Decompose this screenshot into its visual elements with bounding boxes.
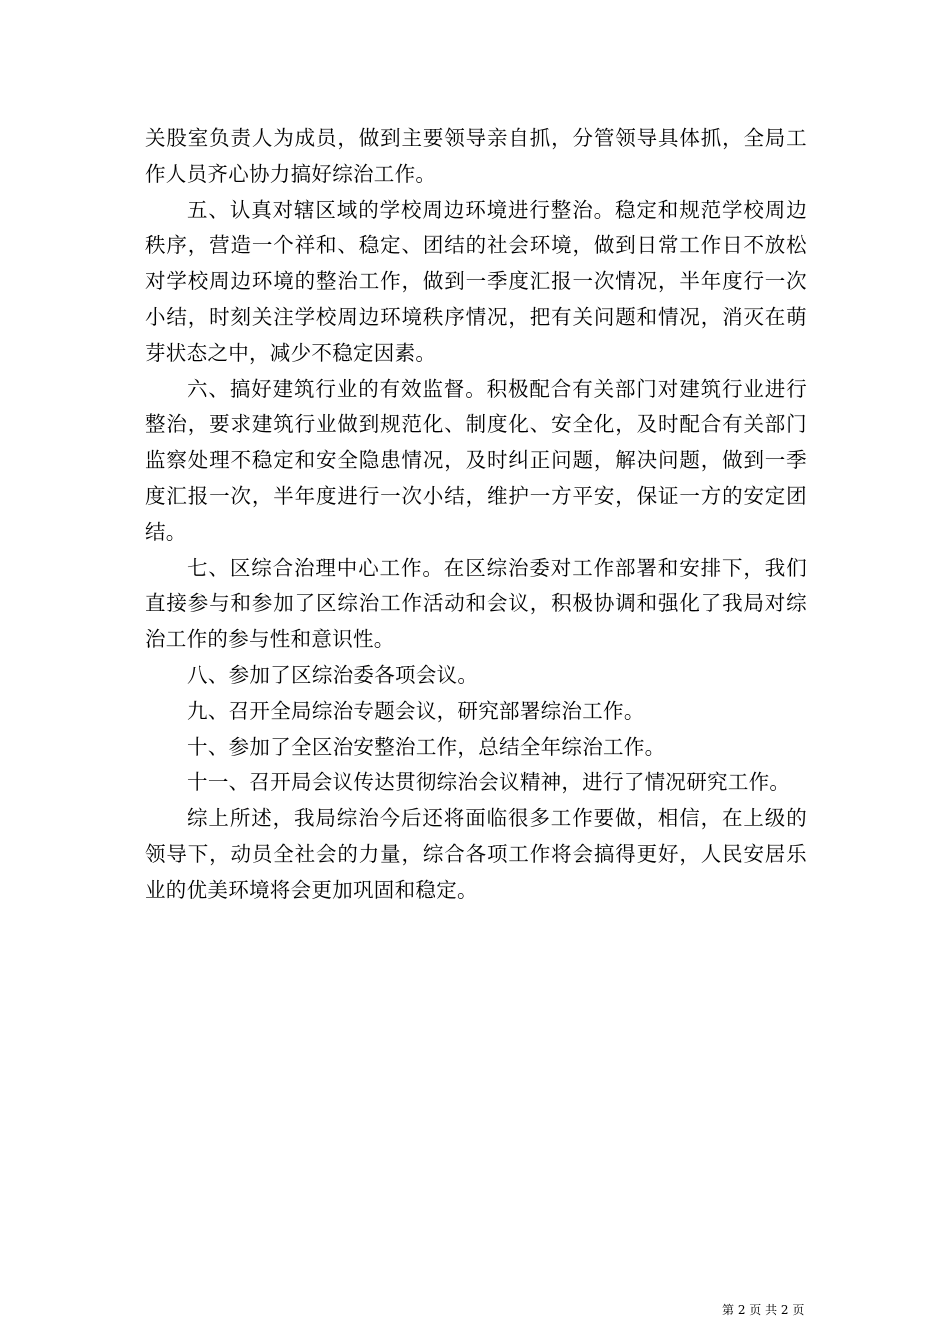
paragraph-item-6: 六、搞好建筑行业的有效监督。积极配合有关部门对建筑行业进行整治，要求建筑行业做到规范化、制度化、安全化，及时配合有关部门监察处理不稳定和安全隐患情况，及时纠正问题，解决问题，做到一季度汇报一次，半年度进行一次小结，维护一方平安，保证一方的安定团结。: [145, 376, 807, 544]
paragraph-item-11: 十一、召开局会议传达贯彻综治会议精神，进行了情况研究工作。: [187, 770, 791, 795]
paragraph-item-8: 八、参加了区综治委各项会议。: [187, 662, 479, 687]
paragraph-summary: 综上所述，我局综治今后还将面临很多工作要做，相信，在上级的领导下，动员全社会的力量，综合各项工作将会搞得更好，人民安居乐业的优美环境将会更加巩固和稳定。: [145, 806, 807, 902]
document-body: [145, 121, 807, 909]
page-number-footer: [722, 1302, 804, 1318]
page-number-label: 第 2 页 共 2 页: [722, 1303, 805, 1317]
paragraph-item-9: 九、召开全局综治专题会议，研究部署综治工作。: [187, 698, 645, 723]
paragraph-item-10: 十、参加了全区治安整治工作，总结全年综治工作。: [187, 734, 666, 759]
paragraph-item-5: 五、认真对辖区域的学校周边环境进行整治。稳定和规范学校周边秩序，营造一个祥和、稳定、团结的社会环境，做到日常工作日不放松对学校周边环境的整治工作，做到一季度汇报一次情况，半年度行一次小结，时刻关注学校周边环境秩序情况，把有关问题和情况，消灭在萌芽状态之中，减少不稳定因素。: [145, 197, 807, 365]
paragraph-item-7: 七、区综合治理中心工作。在区综治委对工作部署和安排下，我们直接参与和参加了区综治工作活动和会议，积极协调和强化了我局对综治工作的参与性和意识性。: [145, 555, 807, 652]
paragraph-continuation: 关股室负责人为成员，做到主要领导亲自抓，分管领导具体抓，全局工作人员齐心协力搞好综治工作。: [145, 126, 807, 186]
